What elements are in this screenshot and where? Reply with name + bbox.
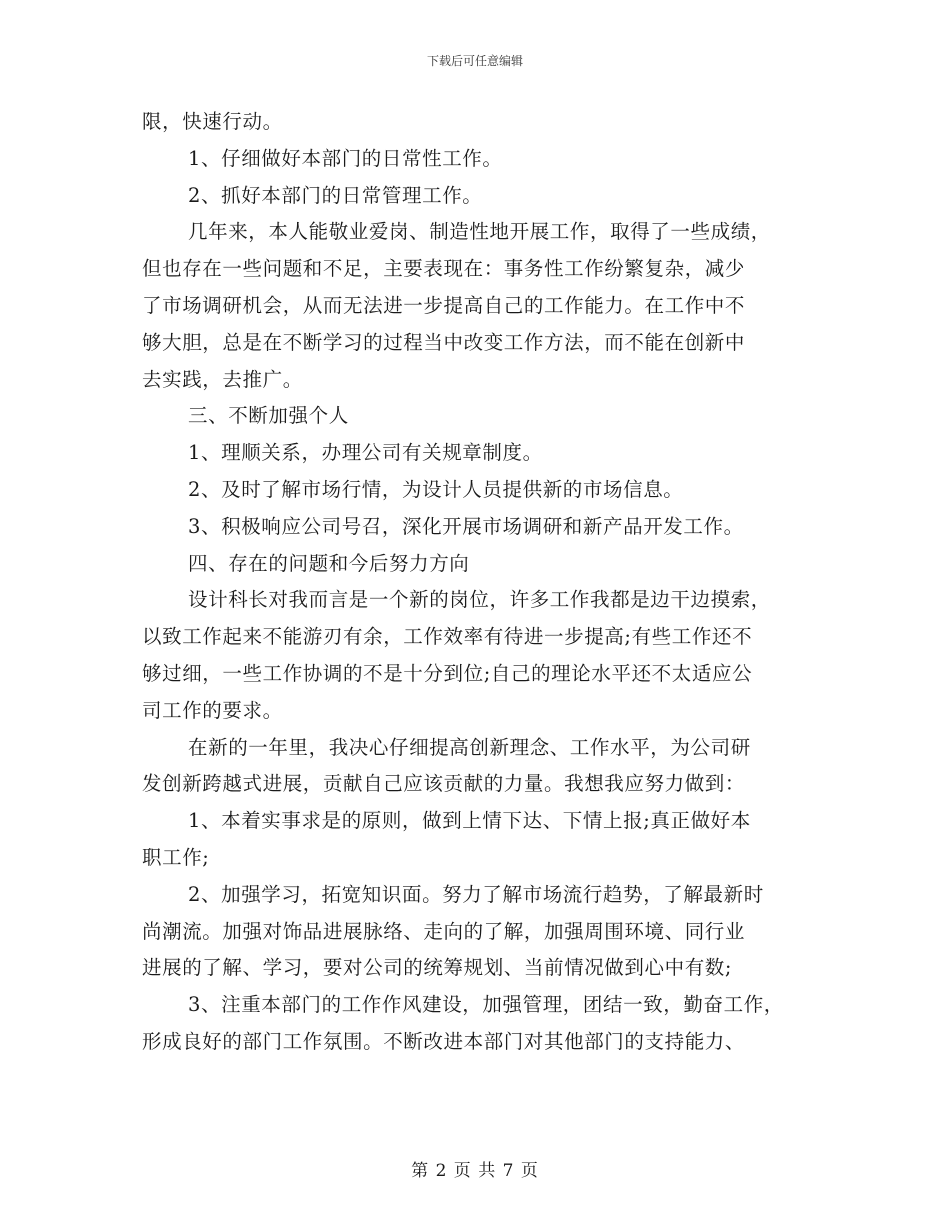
page-number: 第 2 页 共 7 页: [411, 1161, 539, 1181]
body-line-5: 但也存在一些问题和不足，主要表现在：事务性工作纷繁复杂，减少: [142, 257, 746, 281]
document-body: [142, 104, 832, 1061]
body-line-19: 发创新跨越式进展，贡献自己应该贡献的力量。我想我应努力做到：: [142, 772, 746, 796]
body-line-25: 3、注重本部门的工作作风建设，加强管理，团结一致，勤奋工作，: [188, 993, 784, 1017]
body-line-7: 够大胆，总是在不断学习的过程当中改变工作方法，而不能在创新中: [142, 330, 746, 354]
body-line-20: 1、本着实事求是的原则，做到上情下达、下情上报;真正做好本: [188, 809, 751, 833]
body-line-8: 去实践，去推广。: [142, 367, 303, 391]
body-line-16: 够过细，一些工作协调的不是十分到位;自己的理论水平还不太适应公: [142, 661, 753, 685]
body-line-11: 2、及时了解市场行情，为设计人员提供新的市场信息。: [188, 477, 684, 501]
body-line-12: 3、积极响应公司号召，深化开展市场调研和新产品开发工作。: [188, 514, 744, 538]
body-line-17: 司工作的要求。: [142, 698, 283, 722]
page-header: 下载后可任意编辑: [426, 54, 523, 68]
section-heading-4: 四、存在的问题和今后努力方向: [188, 551, 470, 575]
body-line-26: 形成良好的部门工作氛围。不断改进本部门对其他部门的支持能力、: [142, 1029, 746, 1053]
body-line-14: 设计科长对我而言是一个新的岗位，许多工作我都是边干边摸索，: [188, 588, 771, 612]
body-line-24: 进展的了解、学习，要对公司的统筹规划、当前情况做到心中有数;: [142, 956, 733, 980]
body-line-4: 几年来，本人能敬业爱岗、制造性地开展工作，取得了一些成绩，: [188, 220, 771, 244]
body-line-3: 2、抓好本部门的日常管理工作。: [188, 183, 483, 207]
body-line-6: 了市场调研机会，从而无法进一步提高自己的工作能力。在工作中不: [142, 293, 746, 317]
body-line-15: 以致工作起来不能游刃有余，工作效率有待进一步提高;有些工作还不: [142, 625, 753, 649]
body-line-22: 2、加强学习，拓宽知识面。努力了解市场流行趋势，了解最新时: [188, 882, 764, 906]
body-line-21: 职工作;: [142, 845, 210, 869]
body-line-10: 1、理顺关系，办理公司有关规章制度。: [188, 441, 543, 465]
body-line-18: 在新的一年里，我决心仔细提高创新理念、工作水平，为公司研: [188, 735, 751, 759]
body-line-23: 尚潮流。加强对饰品进展脉络、走向的了解，加强周围环境、同行业: [142, 919, 746, 943]
section-heading-3: 三、不断加强个人: [188, 404, 349, 428]
body-line-2: 1、仔细做好本部门的日常性工作。: [188, 146, 503, 170]
body-line-1: 限，快速行动。: [142, 110, 283, 133]
